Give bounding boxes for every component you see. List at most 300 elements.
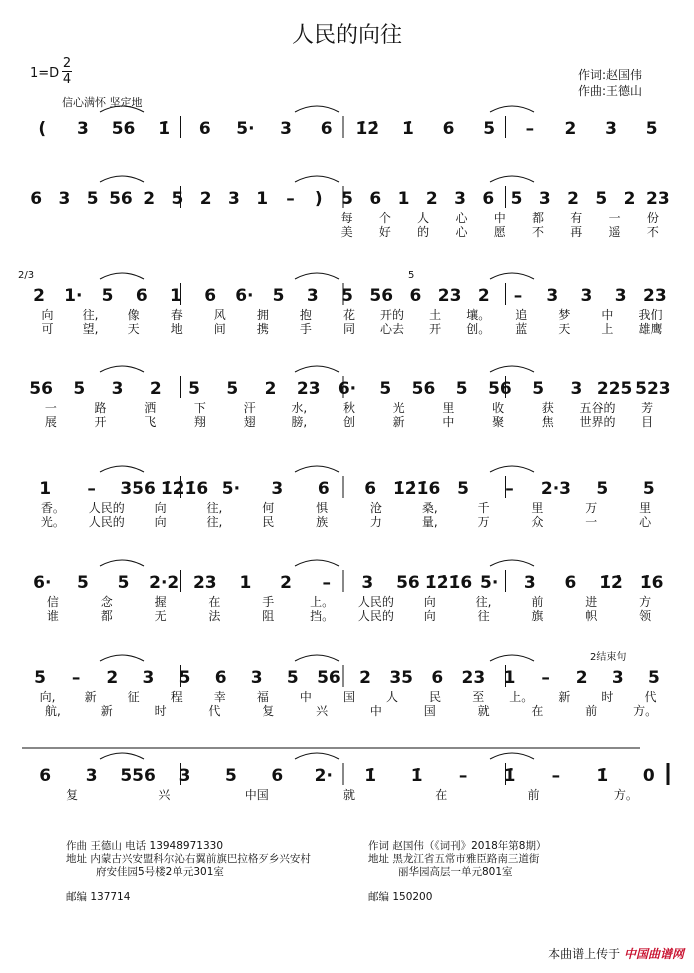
note: 1̇2̇ (599, 573, 623, 593)
note: 1̇2̇1̇6 (392, 479, 441, 499)
lyric-verse-2: 中 (369, 704, 382, 718)
lyric-verse-2: 创。 (466, 322, 491, 336)
note: 1̇ (596, 766, 609, 786)
lyric-verse-1: 一 (44, 401, 57, 415)
lyric-verse-1: 风 (213, 308, 226, 322)
lyric-verse-1: 我们 (638, 308, 663, 322)
note: 35 (389, 668, 414, 688)
slur (100, 655, 144, 661)
note: – (541, 668, 550, 688)
lyric-verse-2: 世界的 (579, 415, 616, 429)
note: 3 (538, 189, 551, 209)
lyric-verse-1: 进 (585, 595, 598, 609)
note: 1 (39, 479, 52, 499)
note: 56 (488, 379, 512, 399)
lyric-verse-2: 聚 (492, 415, 505, 429)
lyric-verse-1: 洒 (144, 401, 157, 415)
note: 2 (623, 189, 636, 209)
slur (295, 176, 339, 182)
lyric-verse-2: 时 (154, 704, 167, 718)
note: 6 (442, 119, 455, 139)
note: – (322, 573, 331, 593)
lyric-verse-2: 翔 (193, 415, 206, 429)
footer-left-line4: 邮编 137714 (66, 891, 131, 903)
lyric-verse-1: 中 (493, 211, 506, 225)
lyric-verse-2: 国 (423, 704, 436, 718)
note: 1 (503, 668, 516, 688)
note: 2 (106, 668, 119, 688)
lyric-verse-1: 福 (256, 690, 269, 704)
lyric-verse-1: 兴 (158, 788, 171, 802)
note: 1̇2̇1̇6 (424, 573, 473, 593)
note: 56 (411, 379, 436, 399)
lyric-verse-2: 中 (442, 415, 455, 429)
lyric-verse-2: 目 (641, 415, 654, 429)
lyric-verse-2: 开 (429, 322, 442, 336)
note: 6 (320, 119, 333, 139)
note: 0 (642, 766, 655, 786)
lyric-verse-1: 新 (558, 690, 571, 704)
lyric-verse-2: 心去 (380, 322, 405, 336)
note: 3 (361, 573, 374, 593)
note: 2· (314, 766, 333, 786)
note: 5 (226, 379, 239, 399)
note: 6· (337, 379, 357, 399)
lyric-verse-2: 心 (455, 225, 468, 239)
lyric-verse-2: 心 (639, 515, 652, 529)
lyric-verse-2: 谁 (46, 609, 59, 623)
time-top: 2 (62, 56, 72, 71)
note: 23 (192, 573, 217, 593)
note: 5 (171, 189, 184, 209)
lyric-verse-2: 人民的 (357, 609, 394, 623)
slur (490, 655, 534, 661)
note: 6 (135, 286, 148, 306)
note: 2 (425, 189, 438, 209)
note: 6 (409, 286, 422, 306)
note: 5· (236, 119, 255, 139)
note: 6 (30, 189, 43, 209)
lyric-verse-2: 光。 (40, 515, 65, 529)
lyric-verse-1: 花 (342, 308, 356, 322)
note: – (286, 189, 295, 209)
lyric-verse-1: 春 (170, 308, 183, 322)
lyric-verse-2: 复 (262, 704, 275, 718)
lyric-verse-1: 路 (94, 401, 107, 415)
note: 5 (341, 189, 353, 209)
lyric-verse-1: 追 (515, 308, 528, 322)
lyric-verse-2: 阻 (262, 609, 275, 623)
footer-left-line2: 地址 内蒙古兴安盟科尔沁右翼前旗巴拉格歹乡兴安村 (66, 853, 311, 865)
slur (490, 273, 534, 279)
footer-right-line2: 地址 黑龙江省五常市雅臣路南三道街 (368, 853, 540, 865)
lyric-verse-2: 的 (417, 225, 430, 239)
lyric-verse-2: 领 (639, 609, 652, 623)
note: 2 (567, 189, 580, 209)
lyric-verse-1: 壤。 (466, 308, 491, 322)
lyric-verse-1: 民 (429, 690, 442, 704)
lyric-verse-1: 上。 (509, 690, 534, 704)
note: 2 (264, 379, 277, 399)
lyric-verse-1: 方。 (613, 788, 638, 802)
lyric-verse-2: 美 (340, 225, 353, 239)
lyric-verse-1: 手 (262, 595, 275, 609)
lyric-verse-2: 兴 (316, 704, 329, 718)
lyric-verse-1: 复 (66, 788, 79, 802)
lyric-verse-1: 中 (299, 690, 312, 704)
note: 5 (510, 189, 523, 209)
lyric-verse-2: 帜 (585, 609, 598, 623)
lyric-verse-1: 程 (170, 690, 183, 704)
lyric-verse-2: 往, (206, 515, 223, 529)
lyric-verse-1: 秋 (342, 401, 356, 415)
slur (295, 655, 339, 661)
lyric-verse-1: 国 (342, 690, 356, 704)
note: 3 (614, 286, 627, 306)
ending-mark: 2结束句 (590, 652, 627, 663)
slur (295, 273, 339, 279)
note: 2 (199, 189, 212, 209)
lyric-verse-2: 地 (170, 322, 183, 336)
slur (100, 176, 144, 182)
lyric-verse-1: 念 (100, 595, 113, 609)
lyric-verse-1: 拥 (256, 308, 269, 322)
note: 523 (635, 379, 671, 399)
note: 2 (143, 189, 156, 209)
expression-mark: 信心满怀 坚定地 (62, 96, 143, 109)
lyric-verse-2: 翅 (243, 415, 256, 429)
lyric-verse-1: 前 (531, 595, 544, 609)
volta-23: 2/3 (18, 270, 35, 281)
note: 23 (461, 668, 486, 688)
note: 2·3 (540, 479, 571, 499)
note: 3 (454, 189, 466, 209)
note: 2 (575, 668, 588, 688)
lyric-verse-1: 往, (206, 501, 223, 515)
lyric-verse-2: 力 (369, 515, 382, 529)
lyric-verse-1: 向, (39, 690, 56, 704)
note: 1̇ (410, 766, 423, 786)
lyric-verse-2: 万 (477, 515, 490, 529)
lyric-verse-1: 里 (639, 501, 652, 515)
note: 225 (596, 379, 633, 399)
lyric-verse-1: 一 (608, 211, 621, 225)
lyricist-credit: 作词:赵国伟 (578, 68, 643, 82)
note: 3 (77, 119, 89, 139)
note: – (513, 286, 523, 306)
lyric-verse-1: 沧 (369, 501, 382, 515)
note: 3 (306, 286, 319, 306)
note: 5 (595, 189, 608, 209)
lyric-verse-2: 旗 (531, 609, 544, 623)
note: 5 (648, 668, 660, 688)
note: 2 (477, 286, 490, 306)
note: 1̇ (364, 766, 377, 786)
note: 2 (149, 379, 162, 399)
note: 5 (34, 668, 46, 688)
note: 5· (221, 479, 241, 499)
lyric-verse-1: 人民的 (357, 595, 394, 609)
lyric-verse-2: 同 (342, 322, 356, 336)
lyric-verse-2: 不 (532, 225, 545, 239)
note: 3 (178, 766, 191, 786)
note: 5 (178, 668, 191, 688)
lyric-verse-1: 在 (435, 788, 448, 802)
lyric-verse-1: 都 (532, 211, 545, 225)
note: 5 (341, 286, 353, 306)
note: 3 (111, 379, 124, 399)
note: 56 (109, 189, 133, 209)
lyric-verse-1: 开的 (380, 308, 405, 322)
note: – (551, 766, 561, 786)
lyric-verse-1: 份 (646, 211, 659, 225)
note: 3 (58, 189, 71, 209)
note: 5 (272, 286, 285, 306)
slur (490, 366, 534, 372)
note: – (525, 119, 535, 139)
lyric-verse-2: 代 (208, 704, 221, 718)
note: 2 (359, 668, 371, 688)
lyric-verse-1: 上。 (310, 595, 335, 609)
site-prefix: 本曲谱上传于 (548, 947, 621, 961)
lyric-verse-2: 遥 (608, 225, 621, 239)
note: 5 (457, 479, 469, 499)
note: 5 (642, 479, 655, 499)
note: 23 (437, 286, 462, 306)
note: 3 (228, 189, 240, 209)
slur (490, 560, 534, 566)
note: 6 (198, 119, 211, 139)
note: 3 (611, 668, 624, 688)
note: 23 (646, 189, 670, 209)
footer-left-line3: 府安佳园5号楼2单元301室 (96, 866, 224, 878)
note: 23 (643, 286, 667, 306)
note: 1̇6 (639, 573, 664, 593)
note: ) (314, 189, 323, 209)
footer-right-line4: 邮编 150200 (368, 891, 433, 903)
lyric-verse-2: 民 (262, 515, 275, 529)
lyric-verse-2: 焦 (541, 415, 554, 429)
lyric-verse-2: 再 (570, 225, 583, 239)
note: 5 (483, 119, 496, 139)
lyric-verse-2: 新 (392, 415, 405, 429)
lyric-verse-1: 前 (527, 788, 540, 802)
lyric-verse-1: 水, (291, 401, 308, 415)
lyric-verse-2: 天 (558, 322, 571, 336)
lyric-verse-2: 众 (531, 515, 544, 529)
lyric-verse-1: 香。 (40, 501, 65, 515)
lyric-verse-1: 中国 (244, 788, 269, 802)
lyric-verse-2: 上 (601, 322, 614, 336)
note: 5 (77, 573, 89, 593)
lyric-verse-2: 前 (585, 704, 598, 718)
lyric-verse-1: 抱 (299, 308, 312, 322)
note: 56 (317, 668, 341, 688)
lyric-verse-1: 征 (127, 690, 140, 704)
note: 5 (379, 379, 392, 399)
lyric-verse-1: 五谷的 (579, 401, 616, 415)
slur (490, 176, 534, 182)
lyric-verse-1: 里 (442, 401, 455, 415)
lyric-verse-2: 挡。 (310, 609, 335, 623)
lyric-verse-1: 信 (46, 595, 59, 609)
slur (295, 753, 339, 759)
slur (490, 466, 534, 472)
lyric-verse-1: 方 (639, 595, 652, 609)
lyric-verse-1: 里 (531, 501, 544, 515)
lyric-verse-1: 下 (193, 401, 206, 415)
lyric-verse-1: 新 (84, 690, 97, 704)
note: 3 (85, 766, 98, 786)
note: 6 (271, 766, 284, 786)
note: 6 (431, 668, 444, 688)
lyric-verse-2: 一 (585, 515, 598, 529)
note: – (505, 479, 514, 499)
lyric-verse-1: 桑, (421, 501, 438, 515)
lyric-verse-2: 手 (299, 322, 312, 336)
lyric-verse-1: 人民的 (88, 501, 125, 515)
note: 2 (33, 286, 46, 306)
lyric-verse-2: 创 (342, 415, 356, 429)
footer-left-line1: 作曲 王德山 电话 13948971330 (66, 840, 223, 852)
note: 2·2 (149, 573, 180, 593)
lyric-verse-2: 方。 (633, 704, 658, 718)
slur (100, 753, 144, 759)
slur (100, 106, 144, 112)
lyric-verse-1: 人 (386, 690, 399, 704)
note: 6· (33, 573, 52, 593)
note: 56 (369, 286, 394, 306)
lyric-verse-1: 至 (472, 690, 485, 704)
lyric-verse-1: 汗 (243, 401, 256, 415)
note: 5 (73, 379, 86, 399)
lyric-verse-1: 向 (41, 308, 54, 322)
lyric-verse-2: 展 (44, 415, 57, 429)
lyric-verse-1: 土 (429, 308, 442, 322)
lyric-verse-1: 个 (378, 211, 391, 225)
note: 5 (532, 379, 545, 399)
note: 1̇ (158, 119, 171, 139)
note: 3 (605, 119, 617, 139)
site-watermark (548, 945, 684, 962)
lyric-verse-2: 人民的 (88, 515, 125, 529)
note: – (71, 668, 81, 688)
lyric-verse-2: 间 (213, 322, 226, 336)
note: 3 (523, 573, 536, 593)
lyric-verse-2: 在 (531, 704, 544, 718)
note: 56 (111, 119, 136, 139)
note: 5 (188, 379, 200, 399)
note: 6 (317, 479, 330, 499)
note: 2 (280, 573, 292, 593)
lyric-verse-1: 千 (477, 501, 490, 515)
note: 6 (564, 573, 577, 593)
note: 5 (455, 379, 468, 399)
lyric-verse-1: 向 (154, 501, 167, 515)
slur (100, 366, 144, 372)
lyric-verse-2: 量, (421, 515, 438, 529)
note: 5 (101, 286, 114, 306)
note: 1̇2̇1̇6 (160, 479, 209, 499)
slur (100, 466, 144, 472)
lyric-verse-2: 新 (100, 704, 113, 718)
slur (295, 366, 339, 372)
lyric-verse-1: 往, (475, 595, 492, 609)
lyric-verse-2: 开 (94, 415, 107, 429)
lyric-verse-1: 中 (601, 308, 614, 322)
note: 1̇ (402, 119, 414, 139)
song-title: 人民的向往 (291, 23, 402, 48)
lyric-verse-1: 获 (541, 401, 554, 415)
lyric-verse-1: 何 (262, 501, 275, 515)
note: 1 (239, 573, 252, 593)
note: 56 (29, 379, 53, 399)
note: 5 (645, 119, 658, 139)
note: 1̇2̇ (355, 119, 380, 139)
slur (295, 106, 339, 112)
note: – (458, 766, 468, 786)
note: 6 (204, 286, 217, 306)
lyric-verse-2: 航, (45, 704, 61, 718)
lyric-verse-1: 握 (154, 595, 167, 609)
note: 556 (120, 766, 156, 786)
note: 5 (117, 573, 130, 593)
slur (295, 466, 339, 472)
volta-5: 5 (408, 270, 415, 281)
note: 6 (364, 479, 377, 499)
lyric-verse-1: 往, (82, 308, 99, 322)
time-bottom: 4 (62, 72, 72, 87)
note: ( (38, 119, 47, 139)
note: 6 (39, 766, 52, 786)
lyric-verse-1: 向 (423, 595, 436, 609)
note: 1̇ (503, 766, 516, 786)
note: 3 (250, 668, 263, 688)
lyric-verse-2: 向 (423, 609, 436, 623)
lyric-verse-2: 蓝 (515, 322, 528, 336)
note: 3 (271, 479, 284, 499)
note: 6 (214, 668, 227, 688)
lyric-verse-1: 心 (455, 211, 468, 225)
note: 2 (564, 119, 577, 139)
lyric-verse-1: 就 (342, 788, 356, 802)
slur (100, 273, 144, 279)
note: 5 (596, 479, 609, 499)
lyric-verse-1: 人 (417, 211, 430, 225)
footer-composer-info (66, 840, 311, 904)
lyric-verse-2: 膀, (291, 415, 308, 429)
note: 3 (546, 286, 559, 306)
lyric-verse-2: 族 (316, 515, 329, 529)
lyric-verse-2: 向 (154, 515, 167, 529)
lyric-verse-1: 万 (585, 501, 598, 515)
note: 23 (296, 379, 321, 399)
lyric-verse-1: 像 (127, 308, 140, 322)
note: 356 (120, 479, 156, 499)
lyric-verse-2: 望, (82, 322, 99, 336)
note: 5 (225, 766, 237, 786)
lyric-verse-1: 有 (570, 211, 583, 225)
note: 3 (280, 119, 292, 139)
slur (295, 560, 339, 566)
note: 3 (142, 668, 155, 688)
note: 1 (256, 189, 269, 209)
lyric-verse-1: 梦 (558, 308, 571, 322)
footer-right-line1: 作词 赵国伟（《词刊》2018年第8期） (368, 840, 547, 852)
lyric-verse-1: 芳 (641, 401, 654, 415)
key-signature: 1=D (30, 66, 60, 81)
note: 6 (482, 189, 495, 209)
